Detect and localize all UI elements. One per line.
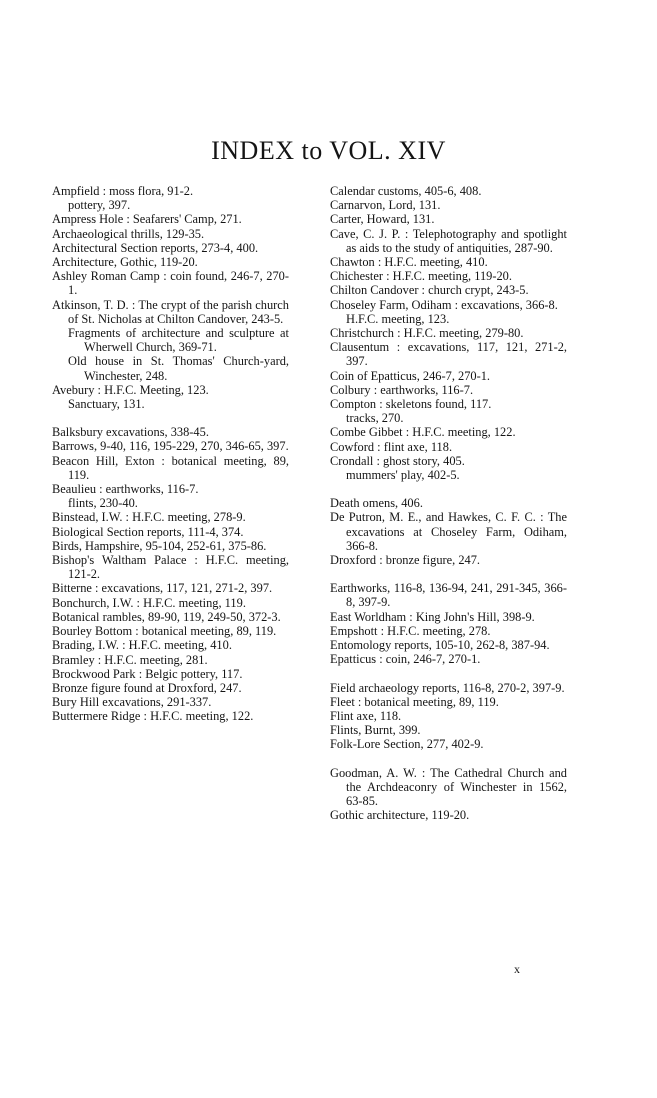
index-entry: Bourley Bottom : botanical meeting, 89, 119. xyxy=(52,624,277,639)
page-title: INDEX to VOL. XIV xyxy=(211,136,446,165)
index-entry: Combe Gibbet : H.F.C. meeting, 122. xyxy=(330,425,516,440)
index-entry: Coin of Epatticus, 246-7, 270-1. xyxy=(330,368,491,383)
index-entry: Crondall : ghost story, 405. xyxy=(330,453,465,468)
index-entry: Carter, Howard, 131. xyxy=(330,212,435,227)
index-entry: Barrows, 9-40, 116, 195-229, 270, 346-65, 397. xyxy=(52,439,289,454)
index-entry: Colbury : earthworks, 116-7. xyxy=(330,382,474,397)
index-entry: Flints, Burnt, 399. xyxy=(330,723,421,738)
index-entry: Flint axe, 118. xyxy=(330,708,402,723)
index-entry: Chichester : H.F.C. meeting, 119-20. xyxy=(330,269,512,284)
index-entry: Sanctuary, 131. xyxy=(68,397,145,412)
index-entry: Ampress Hole : Seafarers' Camp, 271. xyxy=(52,212,242,227)
index-entry: Buttermere Ridge : H.F.C. meeting, 122. xyxy=(52,709,254,724)
index-entry: Birds, Hampshire, 95-104, 252-61, 375-86. xyxy=(52,538,267,553)
index-entry: Bramley : H.F.C. meeting, 281. xyxy=(52,652,208,667)
index-column-left xyxy=(52,184,289,724)
index-entry: Bronze figure found at Droxford, 247. xyxy=(52,680,242,695)
index-entry: flints, 230-40. xyxy=(68,496,138,511)
index-entry: Architectural Section reports, 273-4, 400. xyxy=(52,240,259,255)
index-entry: mummers' play, 402-5. xyxy=(346,468,460,483)
index-entry: H.F.C. meeting, 123. xyxy=(346,311,450,326)
index-entry: Field archaeology reports, 116-8, 270-2, 397-9. xyxy=(330,680,565,695)
index-entry: Bonchurch, I.W. : H.F.C. meeting, 119. xyxy=(52,595,246,610)
index-entry: Calendar customs, 405-6, 408. xyxy=(330,184,482,198)
index-column-right xyxy=(330,184,567,822)
index-entry: Empshott : H.F.C. meeting, 278. xyxy=(330,623,491,638)
index-entry: Cowford : flint axe, 118. xyxy=(330,439,453,454)
index-entry: Atkinson, T. D. : The crypt of the parish church of St. Nicholas at Chilton Candover, 243-5. xyxy=(52,297,289,326)
index-entry: Avebury : H.F.C. Meeting, 123. xyxy=(52,382,209,397)
index-entry: Bury Hill excavations, 291-337. xyxy=(52,695,212,710)
index-entry: Compton : skeletons found, 117. xyxy=(330,397,492,412)
index-entry: Entomology reports, 105-10, 262-8, 387-94. xyxy=(330,638,550,653)
index-entry: Ampfield : moss flora, 91-2. xyxy=(52,184,194,198)
index-entry: Folk-Lore Section, 277, 402-9. xyxy=(330,737,484,752)
entry-gap xyxy=(52,411,289,425)
index-entry: Balksbury excavations, 338-45. xyxy=(52,425,209,440)
index-entry: Bishop's Waltham Palace : H.F.C. meeting, 121-2. xyxy=(52,553,289,582)
index-entry: Beaulieu : earthworks, 116-7. xyxy=(52,482,199,497)
index-entry: Gothic architecture, 119-20. xyxy=(330,808,470,823)
index-entry: Cave, C. J. P. : Telephotography and spotlight as aids to the study of antiquities, 287-90. xyxy=(330,226,567,255)
index-entry: Botanical rambles, 89-90, 119, 249-50, 372-3. xyxy=(52,609,281,624)
entry-gap xyxy=(330,482,567,496)
index-entry: Carnarvon, Lord, 131. xyxy=(330,198,441,213)
index-entry: Droxford : bronze figure, 247. xyxy=(330,553,481,568)
index-entry: Choseley Farm, Odiham : excavations, 366-8. xyxy=(330,297,558,312)
index-entry: Fleet : botanical meeting, 89, 119. xyxy=(330,694,499,709)
index-entry: Beacon Hill, Exton : botanical meeting, 89, 119. xyxy=(52,453,289,482)
index-entry: East Worldham : King John's Hill, 398-9. xyxy=(330,609,535,624)
entry-gap xyxy=(330,667,567,681)
index-entry: pottery, 397. xyxy=(68,198,131,213)
index-entry: Brading, I.W. : H.F.C. meeting, 410. xyxy=(52,638,232,653)
index-entry: Architecture, Gothic, 119-20. xyxy=(52,255,198,270)
index-entry: Death omens, 406. xyxy=(330,496,423,511)
index-entry: Goodman, A. W. : The Cathedral Church and the Archdeaconry of Winchester in 1562, 63-85. xyxy=(330,765,567,808)
entry-gap xyxy=(330,752,567,766)
index-entry: Christchurch : H.F.C. meeting, 279-80. xyxy=(330,326,524,341)
index-entry: Bitterne : excavations, 117, 121, 271-2, 397. xyxy=(52,581,273,596)
index-entry: Epatticus : coin, 246-7, 270-1. xyxy=(330,652,481,667)
entry-gap xyxy=(330,567,567,581)
index-entry: Brockwood Park : Belgic pottery, 117. xyxy=(52,666,243,681)
index-entry: Ashley Roman Camp : coin found, 246-7, 270-1. xyxy=(52,269,289,298)
signature-mark: x xyxy=(514,962,520,976)
index-entry: Chawton : H.F.C. meeting, 410. xyxy=(330,255,488,270)
index-entry: Fragments of architecture and sculpture at Wherwell Church, 369-71. xyxy=(68,326,289,355)
index-entry: Earthworks, 116-8, 136-94, 241, 291-345, 366-8, 397-9. xyxy=(330,581,567,610)
index-entry: Biological Section reports, 111-4, 374. xyxy=(52,524,244,539)
index-entry: tracks, 270. xyxy=(346,411,404,426)
index-entry: Binstead, I.W. : H.F.C. meeting, 278-9. xyxy=(52,510,246,525)
index-entry: De Putron, M. E., and Hawkes, C. F. C. : The excavations at Choseley Farm, Odiham, 366-8. xyxy=(330,510,567,553)
index-entry: Archaeological thrills, 129-35. xyxy=(52,226,205,241)
index-entry: Old house in St. Thomas' Church-yard, Winchester, 248. xyxy=(68,354,289,383)
index-entry: Clausentum : excavations, 117, 121, 271-2, 397. xyxy=(330,340,567,369)
index-entry: Chilton Candover : church crypt, 243-5. xyxy=(330,283,529,298)
